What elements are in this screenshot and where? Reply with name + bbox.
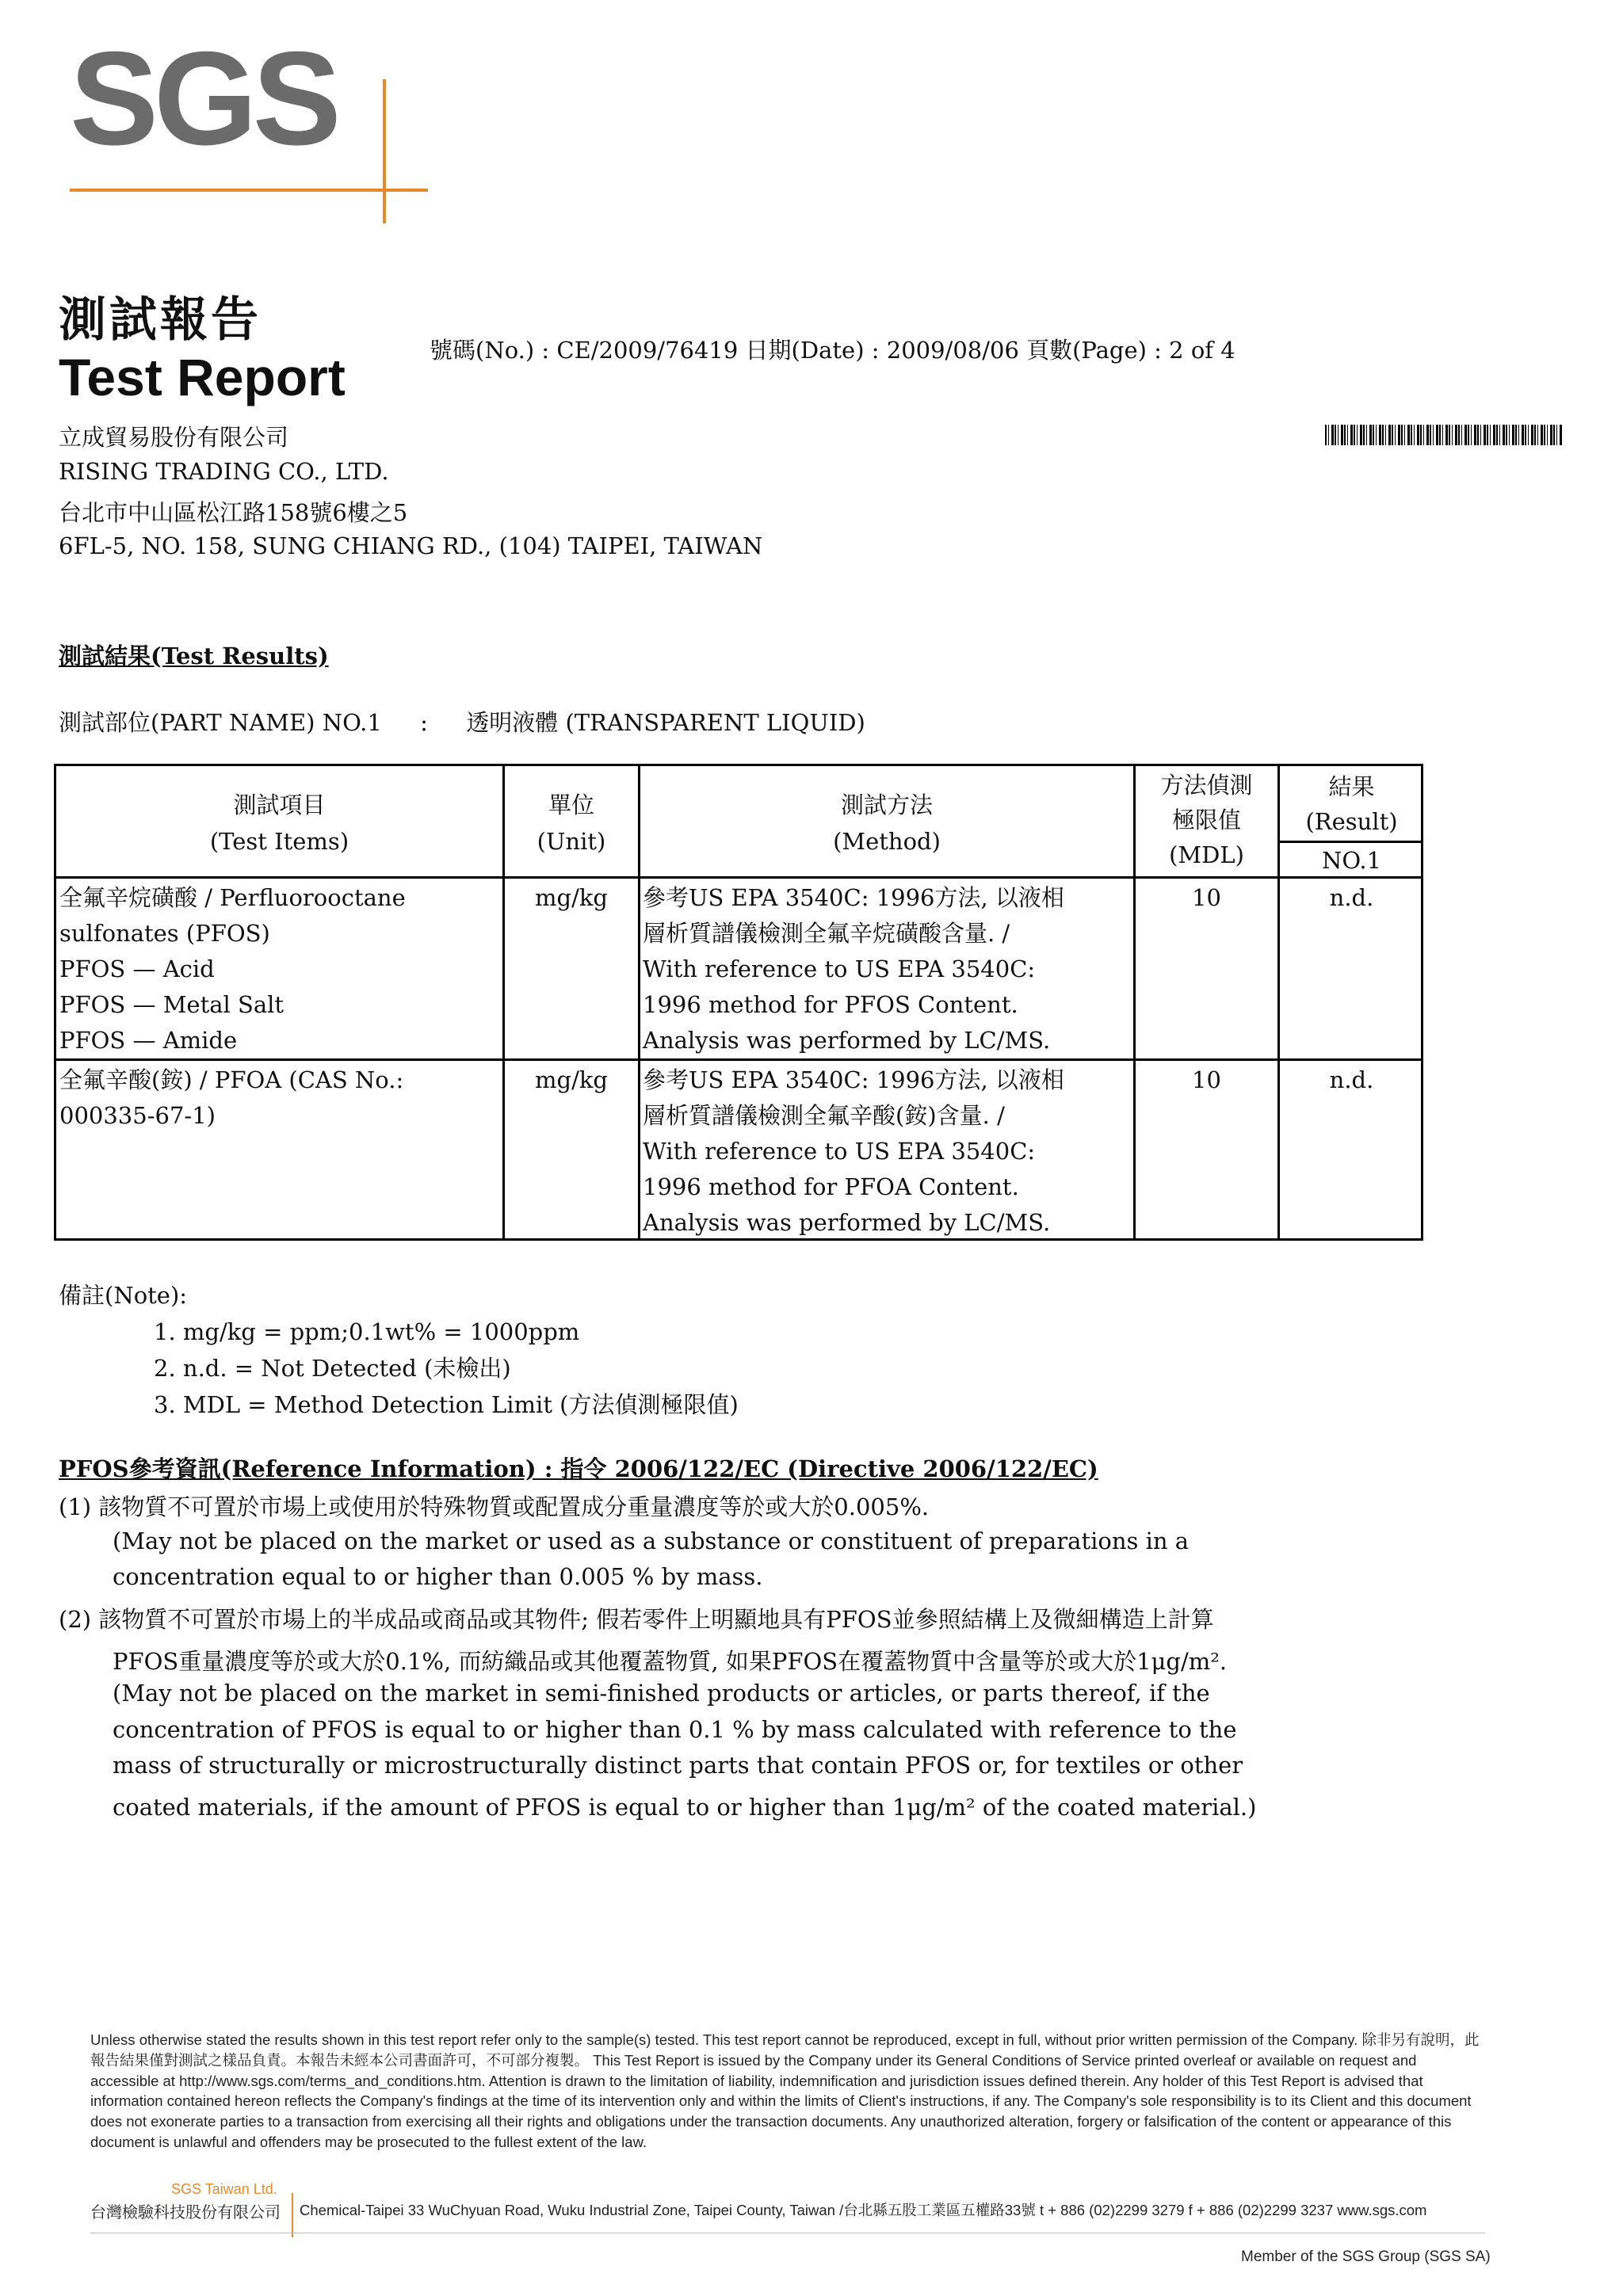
footer-disclaimer: Unless otherwise stated the results shown in this test report refer only to the sample(s) tested. This test report cannot be reproduced, except in full, without prior written permission of the Company. 除非另有說明，此報告結果僅對測試之樣品負責。本報告未經本公司書面許可，不可部分複製。 This Test Report is issued by the Company under its General Conditions of Service printed overleaf or available on request and accessible at http://www.sgs.com/terms_and_conditions.htm. Attention is drawn to the limitation of liability, indemnification and jurisdiction issues defined therein. Any holder of this Test Report is advised that information contained hereon reflects the Company's findings at the time of its intervention only and within the limits of Client's instructions, if any. The Company's sole responsibility is to its Client and this document does not exonerate parties to a transaction from exercising all their rights and obligations under the transaction documents. Any unauthorized alteration, forgery or falsification of the content or appearance of this document is unlawful and offenders may be prosecuted to the fullest extent of the law. bbox=[90, 2031, 1480, 2150]
reference-heading: PFOS參考資訊(Reference Information) : 指令 2006/122/EC (Directive 2006/122/EC) bbox=[59, 1455, 1098, 1482]
reference-item-2-english-line: concentration of PFOS is equal to or higher than 0.1 % by mass calculated with reference to the bbox=[113, 1716, 1237, 1743]
method-line: 1996 method for PFOA Content. bbox=[643, 1173, 1019, 1200]
report-title-chinese: 測試報告 bbox=[59, 292, 262, 348]
table-divider bbox=[56, 876, 1421, 879]
footer-company-chinese: 台灣檢驗科技股份有限公司 bbox=[90, 2204, 281, 2222]
item-line: 全氟辛酸(銨) / PFOA (CAS No.: bbox=[59, 1066, 404, 1093]
header-mdl-line2: 極限值 bbox=[1171, 807, 1241, 833]
table-divider bbox=[56, 1058, 1421, 1061]
row-pfoa-mdl: 10 bbox=[1192, 1066, 1221, 1093]
method-line: 1996 method for PFOS Content. bbox=[643, 991, 1018, 1018]
header-result bbox=[1280, 769, 1423, 839]
reference-item-1-english-line: (May not be placed on the market or used as a substance or constituent of preparations in a bbox=[113, 1527, 1190, 1554]
client-address-english: 6FL-5, NO. 158, SUNG CHIANG RD., (104) TAIPEI, TAIWAN bbox=[59, 532, 763, 559]
method-line: 層析質譜儀檢測全氟辛烷磺酸含量. / bbox=[643, 920, 1010, 947]
client-name-chinese: 立成貿易股份有限公司 bbox=[59, 424, 289, 451]
note-item: 2. n.d. = Not Detected (未檢出) bbox=[154, 1355, 511, 1382]
test-results-heading: 測試結果(Test Results) bbox=[59, 643, 329, 669]
header-result-en: (Result) bbox=[1305, 808, 1398, 835]
client-address-chinese: 台北市中山區松江路158號6樓之5 bbox=[59, 499, 408, 526]
row-pfoa-method bbox=[643, 1062, 1064, 1241]
footer-member-statement: Member of the SGS Group (SGS SA) bbox=[1241, 2248, 1491, 2265]
row-pfos-method bbox=[643, 880, 1064, 1058]
item-line: PFOS — Metal Salt bbox=[59, 991, 285, 1018]
part-name-row bbox=[59, 705, 865, 738]
reference-item-2-english-line: (May not be placed on the market in semi-finished products or articles, or parts thereof, if the bbox=[113, 1680, 1210, 1707]
row-pfoa-test-item bbox=[59, 1062, 403, 1134]
part-name-value: 透明液體 (TRANSPARENT LIQUID) bbox=[466, 709, 865, 736]
row-pfoa-unit: mg/kg bbox=[535, 1066, 608, 1093]
header-method-cn: 測試方法 bbox=[840, 791, 933, 818]
note-item: 3. MDL = Method Detection Limit (方法偵測極限值) bbox=[154, 1391, 739, 1418]
notes-block bbox=[59, 1277, 739, 1423]
row-pfos-mdl: 10 bbox=[1192, 884, 1221, 911]
header-method-en: (Method) bbox=[833, 828, 941, 855]
client-name-english: RISING TRADING CO., LTD. bbox=[59, 458, 389, 485]
row-pfoa-result: n.d. bbox=[1329, 1066, 1374, 1093]
header-test-items-cn: 測試項目 bbox=[233, 791, 326, 818]
header-method bbox=[640, 787, 1133, 860]
logo-text: SGS bbox=[70, 24, 337, 173]
header-unit-cn: 單位 bbox=[548, 791, 594, 818]
header-test-items bbox=[56, 787, 502, 860]
item-line: PFOS — Acid bbox=[59, 955, 215, 982]
header-result-cn: 結果 bbox=[1328, 773, 1375, 800]
sgs-logo bbox=[70, 24, 337, 173]
item-line: 000335-67-1) bbox=[59, 1102, 216, 1129]
method-line: Analysis was performed by LC/MS. bbox=[643, 1209, 1051, 1236]
method-line: 參考US EPA 3540C: 1996方法, 以液相 bbox=[643, 884, 1064, 911]
row-pfos-test-item bbox=[59, 880, 406, 1058]
header-unit-en: (Unit) bbox=[537, 828, 606, 855]
test-results-table bbox=[54, 764, 1423, 1241]
header-result-no: NO.1 bbox=[1321, 847, 1382, 874]
header-mdl-line3: (MDL) bbox=[1169, 841, 1244, 868]
note-item: 1. mg/kg = ppm;0.1wt% = 1000ppm bbox=[154, 1318, 580, 1345]
logo-orange-horizontal-line bbox=[70, 189, 428, 192]
reference-item-2-chinese-line: (2) 該物質不可置於市場上的半成品或商品或其物件; 假若零件上明顯地具有PFOS並參照結構上及微細構造上計算 bbox=[59, 1606, 1214, 1633]
header-mdl bbox=[1136, 768, 1277, 872]
table-divider bbox=[1277, 841, 1421, 843]
item-line: PFOS — Amide bbox=[59, 1027, 238, 1054]
item-line: sulfonates (PFOS) bbox=[59, 920, 270, 947]
method-line: 參考US EPA 3540C: 1996方法, 以液相 bbox=[643, 1066, 1064, 1093]
method-line: With reference to US EPA 3540C: bbox=[643, 955, 1036, 982]
part-name-separator: : bbox=[420, 709, 428, 736]
part-name-label: 測試部位(PART NAME) NO.1 bbox=[59, 709, 382, 736]
row-pfos-result: n.d. bbox=[1329, 884, 1374, 911]
report-title-english: Test Report bbox=[59, 348, 346, 406]
footer-company-english: SGS Taiwan Ltd. bbox=[171, 2181, 277, 2197]
reference-item-2-english-line: mass of structurally or microstructurally distinct parts that contain PFOS or, for textiles or other bbox=[113, 1752, 1243, 1779]
reference-item-2-english-line: coated materials, if the amount of PFOS is equal to or higher than 1μg/m² of the coated material.) bbox=[113, 1794, 1257, 1821]
barcode bbox=[1325, 425, 1563, 445]
header-mdl-line1: 方法偵測 bbox=[1160, 772, 1253, 799]
method-line: With reference to US EPA 3540C: bbox=[643, 1138, 1036, 1165]
logo-orange-vertical-line bbox=[383, 79, 386, 223]
footer-address: Chemical-Taipei 33 WuChyuan Road, Wuku Industrial Zone, Taipei County, Taiwan /台北縣五股工業區五權路33號 t + 886 (02)2299 3279 f + 886 (02)2299 3237 www.sgs.com bbox=[300, 2202, 1427, 2218]
reference-item-1-chinese: (1) 該物質不可置於市場上或使用於特殊物質或配置成分重量濃度等於或大於0.005%. bbox=[59, 1493, 930, 1520]
row-pfos-unit: mg/kg bbox=[535, 884, 608, 911]
item-line: 全氟辛烷磺酸 / Perfluorooctane bbox=[59, 884, 406, 911]
reference-item-2-chinese-line: PFOS重量濃度等於或大於0.1%, 而紡織品或其他覆蓋物質, 如果PFOS在覆蓋物質中含量等於或大於1μg/m². bbox=[113, 1648, 1228, 1675]
report-number-date-page: 號碼(No.) : CE/2009/76419 日期(Date) : 2009/08/06 頁數(Page) : 2 of 4 bbox=[430, 337, 1235, 364]
footer-separator bbox=[292, 2193, 293, 2237]
method-line: 層析質譜儀檢測全氟辛酸(銨)含量. / bbox=[643, 1102, 1005, 1129]
header-unit bbox=[505, 787, 638, 860]
method-line: Analysis was performed by LC/MS. bbox=[643, 1027, 1051, 1054]
reference-item-1-english-line: concentration equal to or higher than 0.005 % by mass. bbox=[113, 1563, 763, 1590]
notes-title: 備註(Note): bbox=[59, 1282, 188, 1309]
header-test-items-en: (Test Items) bbox=[209, 828, 349, 855]
